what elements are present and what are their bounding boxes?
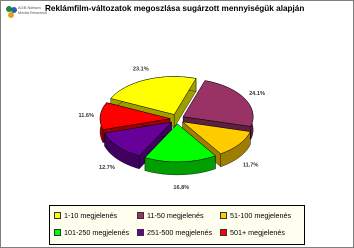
legend-label-2: 51-100 megjelenés <box>230 211 292 220</box>
chart-title: Reklámfilm-változatok megoszlása sugárzott mennyiségük alapján <box>45 4 305 13</box>
legend-swatch-3 <box>54 229 61 236</box>
chart-legend <box>49 205 305 245</box>
legend-item-2 <box>220 211 291 220</box>
legend-item-4 <box>137 228 212 237</box>
legend-label-3: 101-250 megjelenés <box>64 228 130 237</box>
legend-swatch-2 <box>220 212 227 219</box>
legend-swatch-4 <box>137 229 144 236</box>
legend-item-0 <box>54 211 117 220</box>
legend-swatch-1 <box>137 212 144 219</box>
slice-label-3: 16.8% <box>173 184 190 191</box>
legend-item-1 <box>137 211 204 220</box>
legend-label-5: 501+ megjelenés <box>230 228 285 237</box>
slice-label-4: 12.7% <box>98 165 115 172</box>
legend-label-0: 1-10 megjelenés <box>64 211 118 220</box>
slice-label-0: 23.1% <box>132 66 149 73</box>
logo-line-1: AGB Nielsen <box>18 5 41 10</box>
logo-line-2: Media Research <box>18 10 48 15</box>
legend-swatch-0 <box>54 212 61 219</box>
legend-swatch-5 <box>220 229 227 236</box>
legend-item-3 <box>54 228 129 237</box>
slice-label-5: 11.6% <box>78 113 95 120</box>
legend-label-1: 11-50 megjelenés <box>147 211 204 220</box>
slice-label-2: 11.7% <box>242 162 259 169</box>
slice-label-1: 24.1% <box>249 90 265 97</box>
legend-item-5 <box>220 228 285 237</box>
legend-label-4: 251-500 megjelenés <box>147 228 213 237</box>
